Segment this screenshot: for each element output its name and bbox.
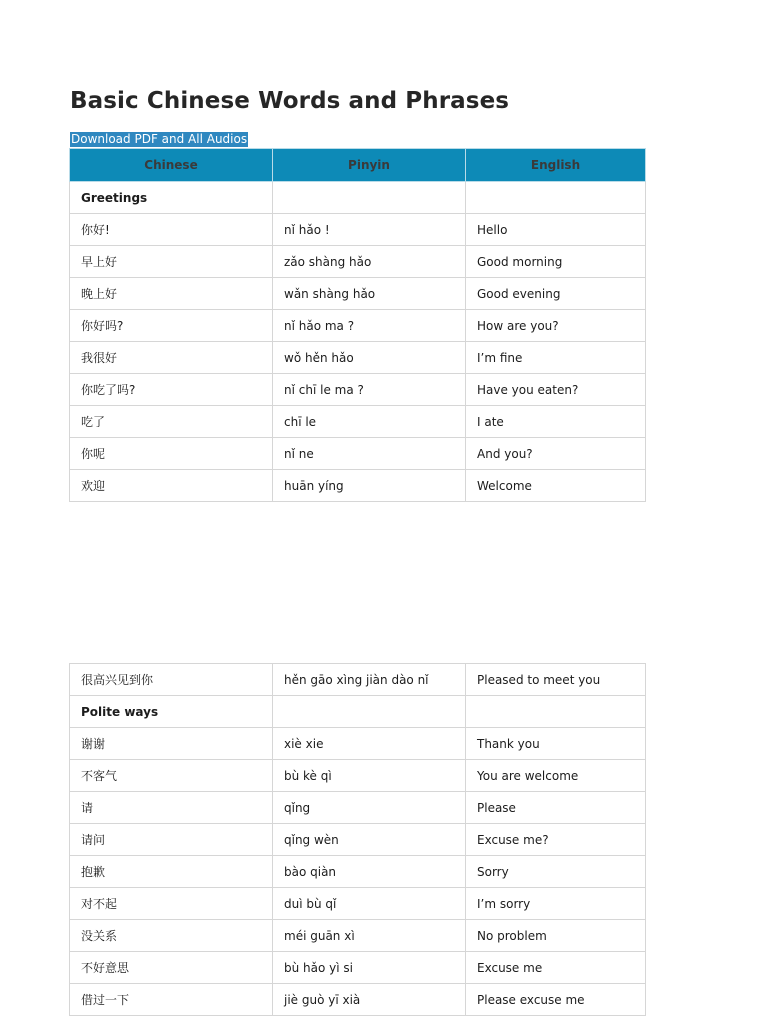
cell-pinyin: chī le	[273, 406, 466, 438]
cell-chinese: 欢迎	[70, 470, 273, 502]
cell-chinese: 吃了	[70, 406, 273, 438]
cell-chinese: 晚上好	[70, 278, 273, 310]
table-row	[70, 792, 646, 824]
download-pdf-link[interactable]: Download PDF and All Audios	[71, 132, 248, 146]
cell-english: Excuse me	[466, 952, 646, 984]
cell-english: I’m sorry	[466, 888, 646, 920]
cell-english: And you?	[466, 438, 646, 470]
table-row	[70, 278, 646, 310]
table-row	[70, 470, 646, 502]
cell-english: Welcome	[466, 470, 646, 502]
cell-chinese: 对不起	[70, 888, 273, 920]
cell-english: Excuse me?	[466, 824, 646, 856]
table-row	[70, 342, 646, 374]
cell-pinyin	[273, 182, 466, 214]
table-row	[70, 438, 646, 470]
cell-english: I’m fine	[466, 342, 646, 374]
cell-chinese: 你吃了吗?	[70, 374, 273, 406]
cell-chinese: 借过一下	[70, 984, 273, 1016]
cell-english: Good evening	[466, 278, 646, 310]
cell-chinese: 早上好	[70, 246, 273, 278]
cell-english: I ate	[466, 406, 646, 438]
cell-english: You are welcome	[466, 760, 646, 792]
cell-english	[466, 182, 646, 214]
cell-chinese: Polite ways	[70, 696, 273, 728]
cell-chinese: 不好意思	[70, 952, 273, 984]
cell-english: Please excuse me	[466, 984, 646, 1016]
table-row	[70, 246, 646, 278]
table-body	[70, 664, 646, 1016]
cell-english: Hello	[466, 214, 646, 246]
cell-english	[466, 696, 646, 728]
cell-pinyin: méi guān xì	[273, 920, 466, 952]
cell-chinese: 不客气	[70, 760, 273, 792]
table-row	[70, 374, 646, 406]
cell-english: Pleased to meet you	[466, 664, 646, 696]
table-row	[70, 760, 646, 792]
page-title: Basic Chinese Words and Phrases	[70, 88, 510, 114]
table-row	[70, 952, 646, 984]
table-row	[70, 406, 646, 438]
cell-pinyin: nǐ hǎo ma ?	[273, 310, 466, 342]
vocabulary-table-polite	[69, 663, 646, 1016]
cell-english: No problem	[466, 920, 646, 952]
table-row	[70, 920, 646, 952]
vocabulary-table-greetings	[69, 148, 646, 502]
cell-pinyin: nǐ chī le ma ?	[273, 374, 466, 406]
table-row	[70, 728, 646, 760]
cell-english: How are you?	[466, 310, 646, 342]
cell-pinyin: wǒ hěn hǎo	[273, 342, 466, 374]
table-row	[70, 664, 646, 696]
cell-chinese: 谢谢	[70, 728, 273, 760]
cell-chinese: 我很好	[70, 342, 273, 374]
cell-chinese: 没关系	[70, 920, 273, 952]
cell-pinyin: xiè xie	[273, 728, 466, 760]
cell-chinese: 你呢	[70, 438, 273, 470]
cell-english: Sorry	[466, 856, 646, 888]
column-header-pinyin: Pinyin	[273, 149, 466, 182]
cell-english: Please	[466, 792, 646, 824]
cell-chinese: 请问	[70, 824, 273, 856]
cell-chinese: 请	[70, 792, 273, 824]
table-row	[70, 310, 646, 342]
cell-pinyin: nǐ hǎo !	[273, 214, 466, 246]
cell-pinyin: jiè guò yī xià	[273, 984, 466, 1016]
cell-pinyin: huān yíng	[273, 470, 466, 502]
cell-pinyin: bào qiàn	[273, 856, 466, 888]
table-row	[70, 888, 646, 920]
cell-pinyin: zǎo shàng hǎo	[273, 246, 466, 278]
cell-english: Good morning	[466, 246, 646, 278]
cell-pinyin	[273, 696, 466, 728]
cell-chinese: 很高兴见到你	[70, 664, 273, 696]
table-row	[70, 984, 646, 1016]
table-row	[70, 856, 646, 888]
table-header-row	[70, 149, 646, 182]
cell-pinyin: hěn gāo xìng jiàn dào nǐ	[273, 664, 466, 696]
cell-chinese: 你好!	[70, 214, 273, 246]
table-row	[70, 824, 646, 856]
cell-pinyin: bù kè qì	[273, 760, 466, 792]
cell-pinyin: qǐng	[273, 792, 466, 824]
cell-pinyin: wǎn shàng hǎo	[273, 278, 466, 310]
cell-english: Have you eaten?	[466, 374, 646, 406]
section-row	[70, 182, 646, 214]
cell-english: Thank you	[466, 728, 646, 760]
cell-pinyin: duì bù qǐ	[273, 888, 466, 920]
cell-pinyin: qǐng wèn	[273, 824, 466, 856]
cell-chinese: 你好吗?	[70, 310, 273, 342]
cell-pinyin: nǐ ne	[273, 438, 466, 470]
column-header-chinese: Chinese	[70, 149, 273, 182]
section-row	[70, 696, 646, 728]
column-header-english: English	[466, 149, 646, 182]
cell-chinese: Greetings	[70, 182, 273, 214]
table-body	[70, 182, 646, 502]
table-row	[70, 214, 646, 246]
cell-chinese: 抱歉	[70, 856, 273, 888]
cell-pinyin: bù hǎo yì si	[273, 952, 466, 984]
